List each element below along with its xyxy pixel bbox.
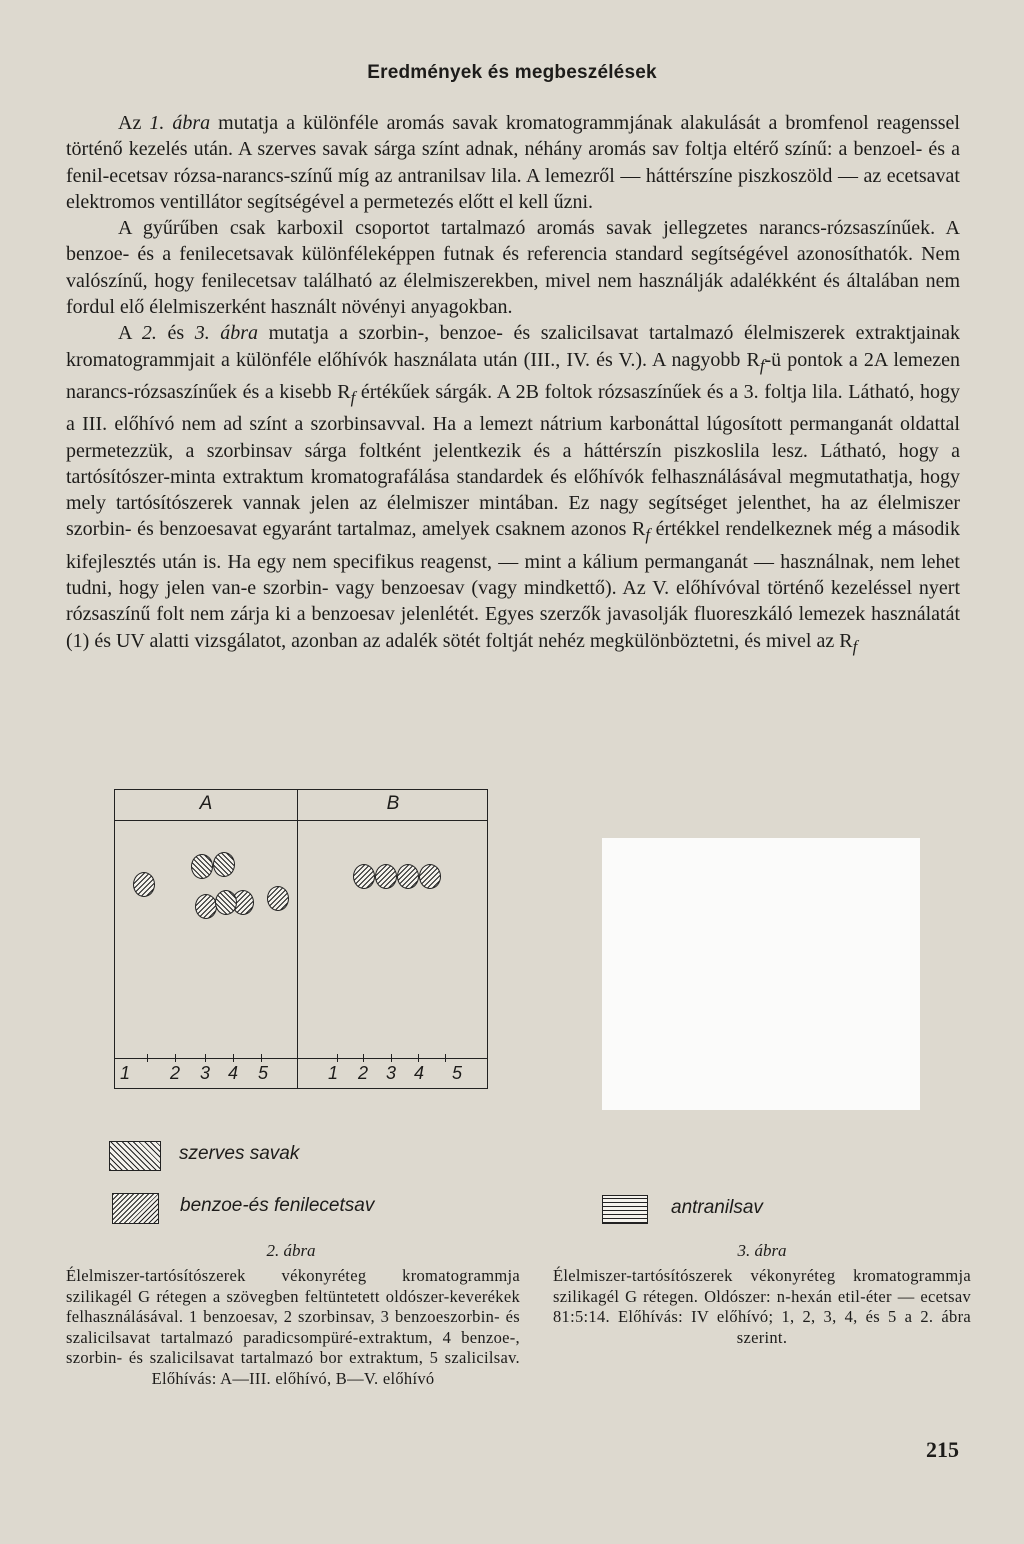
spot (133, 872, 155, 897)
figure-2-title: 2. ábra (266, 1241, 316, 1260)
figure-3-title: 3. ábra (737, 1241, 787, 1260)
figure-2-caption: Élelmiszer-tartósítószerek vékonyréteg kromatogrammja szilikagél G rétegen a szövegben feltüntetett oldószer-keverékek felhasználásával. 1 benzoesav, 2 szorbinsav, 3 benzoeszorbin- és szalicilsavat tartalmazó paradicsompüré-extraktum, 4 benzoe-, szorbin- és szalicilsavat tartalmazó bor extraktum, 5 szalicilsav. Előhívás: A—III. előhívó, B—V. előhívó (66, 1266, 520, 1388)
lane-number: 4 (413, 1063, 424, 1083)
origin-tick (233, 1054, 234, 1062)
legend-swatch-organic-acids (109, 1141, 161, 1171)
origin-tick (418, 1054, 419, 1062)
lane-number: 5 (257, 1063, 268, 1083)
plate-divider (297, 790, 298, 1088)
spot (375, 864, 397, 889)
page-number: 215 (926, 1437, 959, 1462)
spot (195, 894, 217, 919)
lane-number: 1 (119, 1063, 130, 1083)
legend-label-benzoic: benzoe-és fenilecetsav (180, 1195, 375, 1216)
spot (267, 886, 289, 911)
lane-number: 1 (327, 1063, 338, 1083)
paragraph: Az 1. ábra mutatja a különféle aromás savak kromatogrammjának alakulását a bromfenol reagenssel történő kezelés után. A szerves savak sárga színt adnak, néhány aromás sav foltja eltérő színű: a benzoel- és a fenil-ecetsav rózsa-narancs-színű míg az antranilsav lila. A lemezről — háttérszíne piszkoszöld — az ecetsavat elektromos ventillátor segítségével a permetezés előtt el kell űzni. (66, 112, 960, 213)
legend-swatch-benzoic (112, 1193, 159, 1224)
plate-origin-line (115, 1058, 487, 1059)
lane-number: 3 (199, 1063, 210, 1083)
lane-number: 2 (357, 1063, 368, 1083)
legend-swatch-anthranilic (602, 1195, 648, 1224)
spot (191, 854, 213, 879)
spot (353, 864, 375, 889)
body-text (66, 110, 960, 660)
spot (397, 864, 419, 889)
paragraph: A 2. és 3. ábra mutatja a szorbin-, benzoe- és szalicilsavat tartalmazó élelmiszerek extraktjainak kromatogrammjait a különféle előhívók használata után (III., IV. és V.). A nagyobb $R_f-ü$ pontok a 2A lemezen narancs-rózsaszínűek és a kisebb $R_f$ értékűek sárgák. A 2B foltok rózsaszínűek és a 3. foltja lila. Látható, hogy a III. előhívó nem ad színt a szorbinsavval. Ha a lemezt nátrium karbonáttal lúgosított permanganát oldattal permetezzük, a szorbinsav sárga foltként jelentkezik és a háttérszín piszkoslila lesz. Látható, hogy a tartósítószer-minta extraktum kromatografálása standardek és előhívók felhasználásával megmutathatja, hogy mely tartósítószerek vannak jelen az élelmiszer mintában. Ez nagy segítséget jelenthet, ha az élelmiszer szorbin- és benzoesavat egyaránt tartalmaz, amelyek csaknem azonos $R_f$ értékkel rendelkeznek még a második kifejlesztés után is. Ha egy nem specifikus reagenst, — mint a kálium permanganát — használnak, nem lehet tudni, hogy jelen van-e szorbin- vagy benzoesav (vagy mindkettő). Az V. előhívóval történő kezeléssel nyert rózsaszínű folt nem zárja ki a benzoesav jelenlétét. Egyes szerzők javasolják fluoreszkáló lemezek használatát (1) és UV alatti vizsgálatot, azonban az adalék sötét foltját nehéz megkülönböztetni, és mivel az $R_f$ (66, 322, 961, 656)
figure-3-chromatogram (602, 838, 920, 1110)
lane-number: 4 (227, 1063, 238, 1083)
origin-tick (261, 1054, 262, 1062)
plate-header-line (115, 820, 487, 821)
origin-tick (445, 1054, 446, 1062)
origin-tick (205, 1054, 206, 1062)
figure-3-caption: Élelmiszer-tartósítószerek vékonyréteg kromatogrammja szilikagél G rétegen. Oldószer: n-hexán etil-éter — ecetsav 81:5:14. Előhívás: IV előhívó; 1, 2, 3, 4, és 5 a 2. ábra szerint. (553, 1266, 971, 1347)
spot (213, 852, 235, 877)
plate-label-a: A (199, 793, 213, 814)
plate-label-b: B (386, 793, 400, 814)
spot (215, 890, 237, 915)
origin-tick (363, 1054, 364, 1062)
figure-2-chromatogram (114, 789, 488, 1089)
spot (419, 864, 441, 889)
legend-label-anthranilic: antranilsav (671, 1197, 763, 1218)
origin-tick (147, 1054, 148, 1062)
section-heading: Eredmények és megbeszélések (367, 62, 657, 83)
lane-number: 2 (169, 1063, 180, 1083)
lane-number: 5 (451, 1063, 462, 1083)
origin-tick (175, 1054, 176, 1062)
origin-tick (391, 1054, 392, 1062)
legend-label-organic-acids: szerves savak (179, 1143, 300, 1164)
paragraph: A gyűrűben csak karboxil csoportot tartalmazó aromás savak jellegzetes narancs-rózsaszínűek. A benzoe- és a fenilecetsavak különféleképpen futnak és referencia standard segítségével azonosíthatók. Nem valószínű, hogy fenilecetsav található az élelmiszerekben, mivel nem használják adalékként és általában nem fordul elő élelmiszerként használt növényi anyagokban. (66, 217, 960, 319)
origin-tick (337, 1054, 338, 1062)
lane-number: 3 (385, 1063, 396, 1083)
